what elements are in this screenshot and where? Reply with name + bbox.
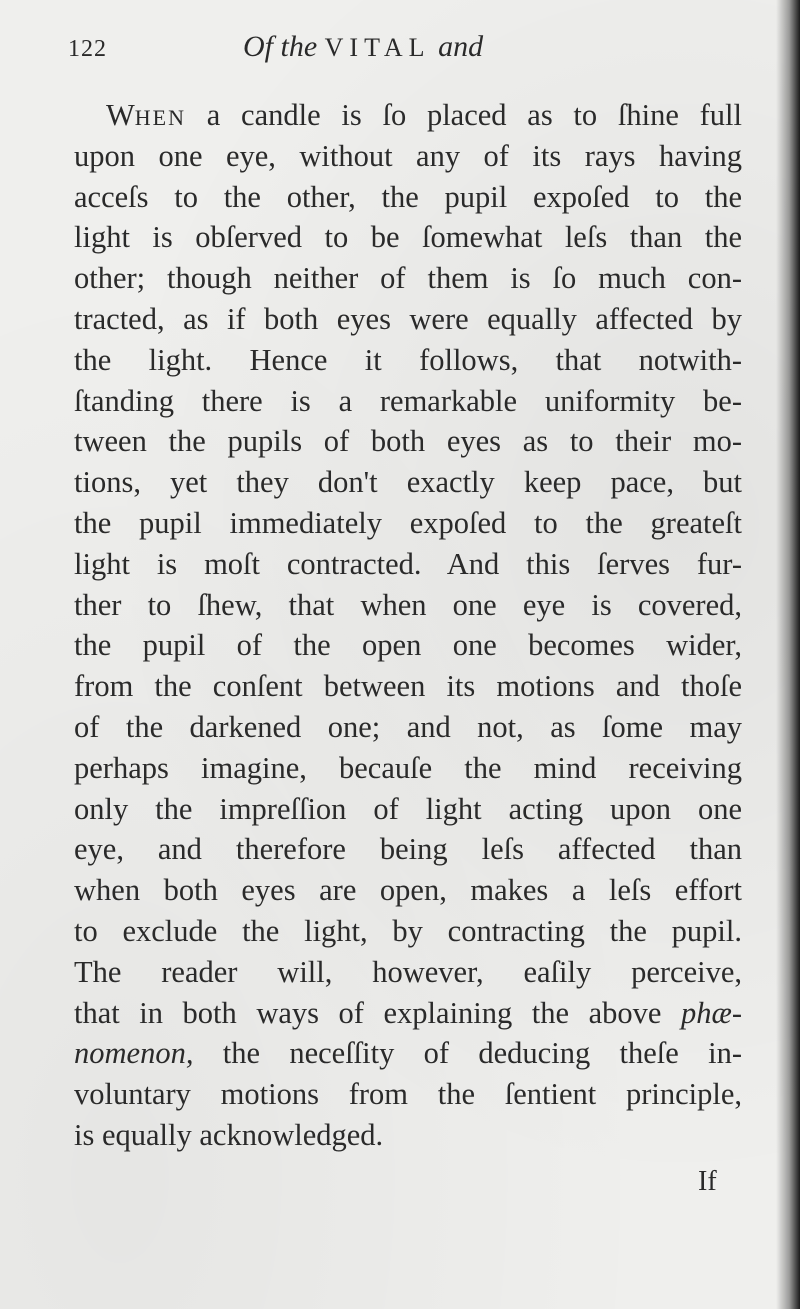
text-line — [74, 993, 742, 1034]
text-line: ther to ſhew, that when one eye is covered, — [74, 587, 742, 622]
catchword: If — [698, 1166, 717, 1197]
text-line: when both eyes are open, makes a leſs effort — [74, 873, 742, 908]
running-head — [243, 30, 483, 64]
text-line: voluntary motions from the ſentient principle, — [74, 1077, 742, 1112]
text-line: light is moſt contracted. And this ſerves fur- — [74, 546, 742, 581]
text-line: tions, yet they don't exactly keep pace, but — [74, 465, 742, 500]
text-line: tracted, as if both eyes were equally affected by — [74, 301, 742, 336]
text-line: other; though neither of them is ſo much con- — [74, 261, 742, 296]
text-line: from the conſent between its motions and thoſe — [74, 669, 742, 704]
text-line: The reader will, however, eaſily perceive, — [74, 954, 742, 989]
text-line-italic: phæ- — [681, 995, 742, 1030]
text-line: only the impreſſion of light acting upon one — [74, 791, 742, 826]
text-line: tween the pupils of both eyes as to their mo- — [74, 424, 742, 459]
text-line — [74, 1033, 742, 1074]
text-line-plain: the neceſſity of deducing theſe in- — [193, 1036, 742, 1071]
text-line: the pupil of the open one becomes wider, — [74, 628, 742, 663]
page-header — [68, 28, 768, 82]
page-number: 122 — [68, 36, 107, 62]
text-line — [74, 95, 742, 136]
text-line-rest: a candle is ſo placed as to ſhine full — [186, 98, 742, 132]
text-line: the pupil immediately expoſed to the greateſt — [74, 505, 742, 540]
text-line: is equally acknowledged. — [74, 1117, 384, 1152]
text-line: upon one eye, without any of its rays having — [74, 138, 742, 173]
running-head-and: and — [438, 30, 484, 63]
page-gutter-shadow — [776, 0, 800, 1309]
text-line: acceſs to the other, the pupil expoſed to the — [74, 179, 742, 214]
running-head-of-the: Of the — [243, 30, 318, 63]
text-line: ſtanding there is a remarkable uniformity be- — [74, 383, 742, 418]
text-line-plain: that in both ways of explaining the above — [74, 995, 681, 1030]
text-line: to exclude the light, by contracting the pupil. — [74, 913, 742, 948]
drop-word-initial: W — [106, 98, 135, 132]
text-line: eye, and therefore being leſs affected than — [74, 832, 742, 867]
text-line: of the darkened one; and not, as ſome may — [74, 709, 742, 744]
body-paragraph — [74, 95, 742, 1156]
running-head-vital: VITAL — [324, 33, 431, 62]
text-line: the light. Hence it follows, that notwith- — [74, 342, 742, 377]
drop-word-smallcaps: HEN — [134, 105, 187, 130]
text-line: perhaps imagine, becauſe the mind receiving — [74, 750, 742, 785]
text-line: light is obſerved to be ſomewhat leſs than the — [74, 220, 742, 255]
text-line-italic: nomenon, — [74, 1036, 194, 1071]
